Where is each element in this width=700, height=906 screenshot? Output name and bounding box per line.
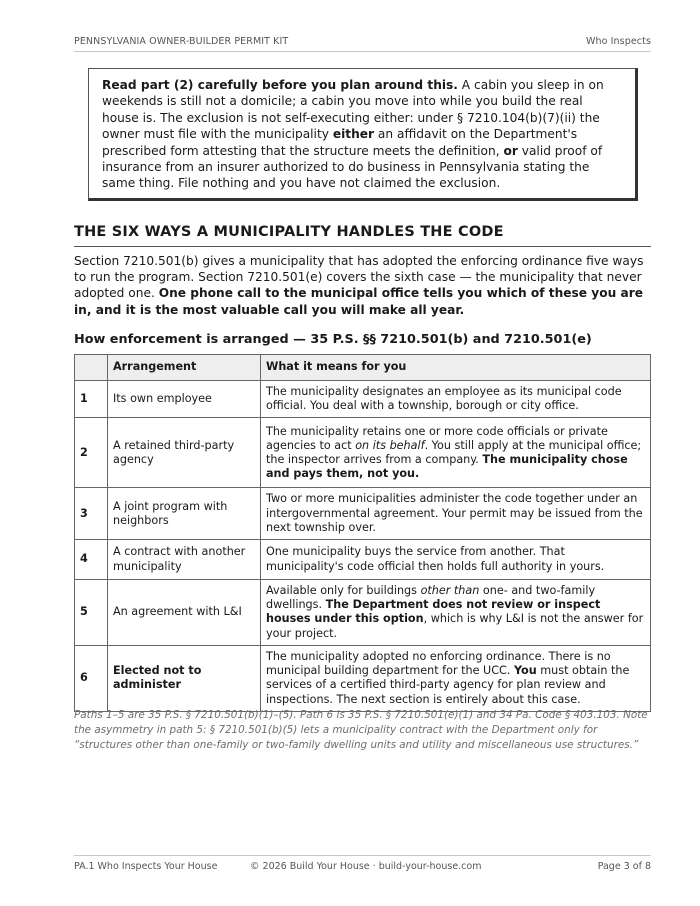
footer-page-number: Page 3 of 8 [597,861,651,872]
table-header-row [75,355,651,381]
table-row [75,418,651,488]
meaning-bold: The municipality chose and pays them, not you. [266,452,628,481]
callout-text-1: A cabin you sleep in on weekends is still not a domicile; a cabin you move into while you build the real house is. The exclusion is not self-executing either: under § 7210.104(b)(7)(ii) the owner must file with the municipality [102,78,604,142]
row-meaning: The municipality designates an employee as its municipal code official. You deal with a township, borough or city office. [261,381,651,418]
row-number: 6 [75,645,108,711]
intro-text: Section 7210.501(b) gives a municipality that has adopted the enforcing ordinance five ways to run the program. Section 7210.501(e) covers the sixth case — the municipality that never adopted one. [74,254,644,301]
row-arrangement: A retained third-party agency [108,418,261,488]
header-meaning: What it means for you [261,355,651,381]
row-meaning: Two or more municipalities administer the code together under an intergovernmental agreement. Your permit may be issued from the next township over. [261,488,651,540]
table-row [75,580,651,646]
row-meaning: One municipality buys the service from another. That municipality's code official then holds full authority in yours. [261,540,651,580]
row-number: 4 [75,540,108,580]
row-arrangement: A joint program with neighbors [108,488,261,540]
header-kit-title: PENNSYLVANIA OWNER-BUILDER PERMIT KIT [74,36,289,47]
section-heading: THE SIX WAYS A MUNICIPALITY HANDLES THE CODE [74,224,651,247]
running-header [74,36,651,52]
row-meaning [261,580,651,646]
row-meaning [261,418,651,488]
table-caption: How enforcement is arranged — 35 P.S. §§ 7210.501(b) and 7210.501(e) [74,332,592,347]
row-number: 1 [75,381,108,418]
meaning-text: one- and two-family dwellings. [266,584,596,612]
meaning-text: The municipality adopted no enforcing ordinance. There is no municipal building department for the UCC. [266,649,611,678]
meaning-text: , which is why L&I is not the answer for your project. [266,612,644,640]
row-meaning [261,645,651,711]
row-number: 3 [75,488,108,540]
header-arrangement: Arrangement [108,355,261,381]
meaning-text: The municipality retains one or more code officials or private agencies to act [266,424,608,452]
row-number: 2 [75,418,108,488]
header-number [75,355,108,381]
row-number: 5 [75,580,108,646]
intro-bold: One phone call to the municipal office tells you which of these you are in, and it is the most valuable call you will make all year. [74,286,644,317]
table-row [75,488,651,540]
enforcement-table [74,354,651,712]
running-footer [74,855,651,872]
footer-section: PA.1 Who Inspects Your House [74,861,218,872]
row-arrangement: Its own employee [108,381,261,418]
meaning-bold: The Department does not review or inspect houses under this option [266,598,601,626]
meaning-text: . You still apply at the municipal office; the inspector arrives from a company. [266,438,642,466]
meaning-emphasis: other than [420,584,480,598]
callout-text-3: valid proof of insurance from an insurer authorized to do business in Pennsylvania stating the same thing. File nothing and you have not claimed the exclusion. [102,143,603,191]
row-arrangement: Elected not to administer [108,645,261,711]
meaning-text: must obtain the services of a certified third-party agency for plan review and inspections. The next section is entirely about this case. [266,664,630,706]
table-row [75,381,651,418]
meaning-emphasis: on its behalf [355,438,425,452]
domicile-callout-box [88,68,638,201]
table-row [75,540,651,580]
header-section-title: Who Inspects [586,36,651,47]
callout-lead: Read part (2) carefully before you plan around this. [102,78,458,92]
callout-text-2: an affidavit on the Department's prescribed form attesting that the structure meets the definition, [102,127,578,158]
citation-note: Paths 1–5 are 35 P.S. § 7210.501(b)(1)–(5). Path 6 is 35 P.S. § 7210.501(e)(1) and 34 Pa. Code § 403.103. Note the asymmetry in path 5: § 7210.501(b)(5) lets a municipality contract with the Department only for “structures other than one-family or two-family dwelling units and utility and miscellaneous use structures.” [74,709,648,751]
meaning-text: Available only for buildings [266,584,421,598]
footer-copyright: © 2026 Build Your House · build-your-house.com [250,861,482,872]
meaning-bold: You [513,664,537,678]
section-intro [74,253,654,318]
row-arrangement: An agreement with L&I [108,580,261,646]
callout-either: either [332,127,375,142]
row-arrangement: A contract with another municipality [108,540,261,580]
callout-or: or [503,143,518,158]
table-row [75,645,651,711]
